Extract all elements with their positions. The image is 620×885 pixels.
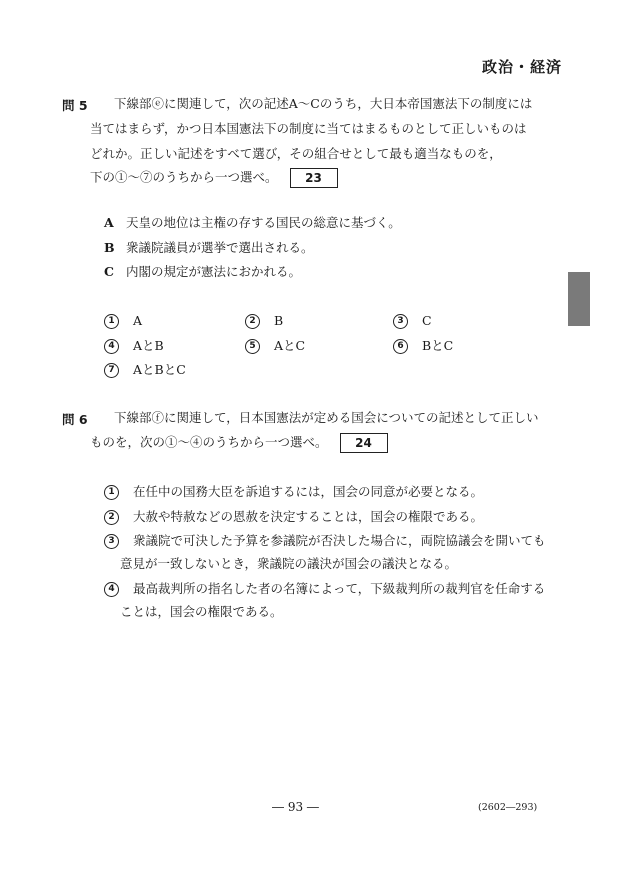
section-tab-marker: [568, 272, 590, 326]
choice-text: 在任中の国務大臣を訴追するには，国会の同意が必要となる。: [133, 484, 484, 499]
choice-number: 2: [245, 314, 260, 329]
q6-choice-1[interactable]: [104, 484, 483, 500]
choice-number: 4: [104, 339, 119, 354]
q6-line-2: [90, 433, 388, 453]
q5-choice-7[interactable]: [104, 362, 186, 378]
statement-b: [104, 240, 314, 256]
statement-c: [104, 264, 301, 280]
choice-text: 衆議院で可決した予算を参議院が否決した場合に，両院協議会を開いても: [133, 533, 546, 548]
q6-line-2-text: ものを，次の①～④のうちから一つ選べ。: [90, 434, 328, 450]
choice-text: BとC: [422, 338, 454, 353]
q5-line-1: 下線部ⓔに関連して，次の記述A～Cのうち，大日本帝国憲法下の制度には: [114, 96, 533, 111]
q5-line-2: 当てはまらず，かつ日本国憲法下の制度に当てはまるものとして正しいものは: [90, 121, 527, 136]
question-5-label: 問 5: [62, 98, 88, 113]
q5-choice-6[interactable]: [393, 338, 453, 354]
q6-choice-3[interactable]: [104, 533, 546, 549]
q5-choice-5[interactable]: [245, 338, 305, 354]
choice-text: A: [133, 313, 143, 328]
answer-box-24[interactable]: 24: [340, 433, 388, 453]
q5-choice-3[interactable]: [393, 313, 432, 329]
q6-choice-3-continued: 意見が一致しないとき，衆議院の議決が国会の議決となる。: [120, 556, 458, 571]
choice-text: 最高裁判所の指名した者の名簿によって，下級裁判所の裁判官を任命する: [133, 581, 546, 596]
q6-line-1: 下線部ⓕに関連して，日本国憲法が定める国会についての記述として正しい: [114, 410, 539, 425]
choice-text: C: [422, 313, 432, 328]
q5-choice-2[interactable]: [245, 313, 283, 329]
choice-number: 1: [104, 314, 119, 329]
choice-number: 4: [104, 582, 119, 597]
q5-choice-1[interactable]: [104, 313, 142, 329]
subject-heading: 政治・経済: [481, 58, 562, 76]
q6-choice-4-continued: ことは，国会の権限である。: [120, 604, 283, 619]
question-6-label: 問 6: [62, 412, 88, 427]
answer-box-23[interactable]: 23: [290, 168, 338, 188]
q6-choice-4[interactable]: [104, 581, 545, 597]
statement-a: [104, 215, 401, 231]
exam-code: (2602―293): [478, 802, 538, 813]
choice-number: 7: [104, 363, 119, 378]
statement-letter: A: [104, 215, 114, 230]
statement-letter: C: [104, 264, 114, 279]
page-number: ― 93 ―: [272, 800, 319, 814]
statement-text: 衆議院議員が選挙で選出される。: [126, 240, 314, 255]
q5-choice-4[interactable]: [104, 338, 164, 354]
choice-text: AとC: [274, 338, 306, 353]
choice-number: 5: [245, 339, 260, 354]
statement-text: 内閣の規定が憲法におかれる。: [126, 264, 302, 279]
choice-text: B: [274, 313, 284, 328]
choice-number: 3: [104, 534, 119, 549]
choice-number: 1: [104, 485, 119, 500]
choice-number: 6: [393, 339, 408, 354]
q5-line-3: どれか。正しい記述をすべて選び，その組合せとして最も適当なものを，: [90, 146, 502, 161]
choice-text: AとB: [133, 338, 164, 353]
q5-line-4-text: 下の①～⑦のうちから一つ選べ。: [90, 169, 278, 185]
choice-number: 2: [104, 510, 119, 525]
statement-text: 天皇の地位は主権の存する国民の総意に基づく。: [126, 215, 401, 230]
choice-text: AとBとC: [133, 362, 186, 377]
q6-choice-2[interactable]: [104, 509, 483, 525]
choice-text: 大赦や特赦などの恩赦を決定することは，国会の権限である。: [133, 509, 484, 524]
statement-letter: B: [104, 240, 115, 255]
choice-number: 3: [393, 314, 408, 329]
q5-line-4: [90, 168, 338, 188]
